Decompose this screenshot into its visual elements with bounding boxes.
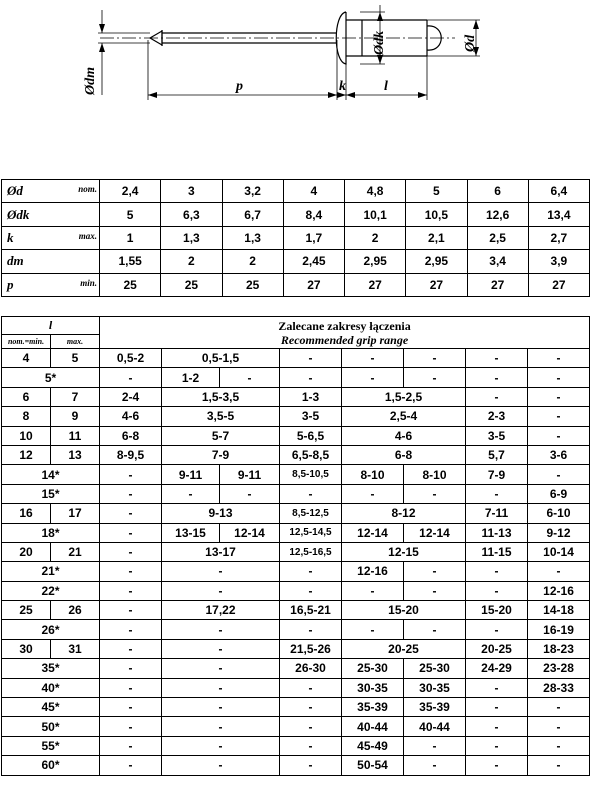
dims-param-qualifier: max.: [78, 230, 97, 241]
l-nom-cell: 25: [2, 601, 51, 620]
dims-param-cell: [2, 273, 100, 296]
dims-param-name: k: [7, 229, 14, 245]
grip-range-cell: -: [466, 678, 528, 697]
grip-range-cell: 23-28: [528, 659, 590, 678]
grip-range-cell: 35-39: [404, 698, 466, 717]
grip-range-cell: -: [528, 465, 590, 484]
grip-range-table-body: [2, 317, 590, 776]
grip-row: [2, 620, 590, 639]
grip-range-cell: -: [100, 601, 162, 620]
grip-row: [2, 445, 590, 464]
grip-row: [2, 659, 590, 678]
grip-range-cell: 12,5-16,5: [280, 542, 342, 561]
dims-value-cell: 1: [100, 226, 161, 249]
grip-range-cell: -: [528, 407, 590, 426]
l-single-cell: 40*: [2, 678, 100, 697]
grip-range-cell: -: [466, 387, 528, 406]
grip-range-cell: 3-5: [466, 426, 528, 445]
grip-range-cell: -: [528, 349, 590, 368]
grip-range-cell: -: [280, 581, 342, 600]
l-single-cell: 35*: [2, 659, 100, 678]
grip-row: [2, 523, 590, 542]
grip-range-cell: -: [466, 620, 528, 639]
grip-range-cell: -: [404, 562, 466, 581]
dims-value-cell: 3,4: [467, 250, 528, 273]
grip-range-cell: 17,22: [162, 601, 280, 620]
l-max-cell: 26: [51, 601, 100, 620]
grip-range-cell: 20-25: [466, 639, 528, 658]
grip-range-cell: -: [100, 523, 162, 542]
dims-value-cell: 10,1: [345, 203, 406, 226]
dims-value-cell: 2,4: [100, 180, 161, 203]
grip-range-cell: -: [528, 736, 590, 755]
grip-range-cell: 12-14: [220, 523, 280, 542]
l-single-cell: 45*: [2, 698, 100, 717]
grip-range-cell: 30-35: [404, 678, 466, 697]
grip-range-cell: 6,5-8,5: [280, 445, 342, 464]
grip-range-cell: 10-14: [528, 542, 590, 561]
grip-range-cell: -: [162, 581, 280, 600]
grip-range-cell: -: [466, 562, 528, 581]
grip-range-cell: -: [220, 484, 280, 503]
dims-value-cell: 25: [100, 273, 161, 296]
grip-range-cell: 1,5-2,5: [342, 387, 466, 406]
grip-range-cell: 12-14: [342, 523, 404, 542]
dims-value-cell: 3,9: [528, 250, 589, 273]
dims-param-name: Ød: [7, 183, 23, 199]
grip-range-cell: 0,5-1,5: [162, 349, 280, 368]
dims-value-cell: 4,8: [345, 180, 406, 203]
dims-value-cell: 1,3: [161, 226, 222, 249]
dims-value-cell: 2,95: [406, 250, 467, 273]
grip-range-cell: 11-13: [466, 523, 528, 542]
grip-range-cell: -: [100, 698, 162, 717]
grip-range-cell: -: [100, 562, 162, 581]
grip-range-cell: -: [162, 717, 280, 736]
grip-range-cell: 20-25: [342, 639, 466, 658]
grip-range-cell: 2-4: [100, 387, 162, 406]
dims-value-cell: 2,95: [345, 250, 406, 273]
grip-range-cell: 12-14: [404, 523, 466, 542]
l-single-cell: 60*: [2, 756, 100, 775]
dims-row: [2, 203, 590, 226]
dims-value-cell: 6,4: [528, 180, 589, 203]
grip-range-cell: 8,5-12,5: [280, 504, 342, 523]
label-l: l: [384, 79, 388, 94]
grip-range-cell: -: [528, 698, 590, 717]
grip-range-cell: 15-20: [342, 601, 466, 620]
grip-range-cell: 4-6: [342, 426, 466, 445]
grip-range-cell: -: [162, 620, 280, 639]
l-nom-cell: 16: [2, 504, 51, 523]
grip-row: [2, 562, 590, 581]
grip-range-cell: -: [100, 659, 162, 678]
dims-value-cell: 3,2: [222, 180, 283, 203]
grip-row: [2, 504, 590, 523]
grip-range-cell: 3,5-5: [162, 407, 280, 426]
grip-range-cell: 12-16: [528, 581, 590, 600]
grip-range-cell: 40-44: [342, 717, 404, 736]
grip-range-cell: 13-17: [162, 542, 280, 561]
grip-range-cell: 16-19: [528, 620, 590, 639]
grip-row: [2, 465, 590, 484]
grip-range-cell: -: [100, 639, 162, 658]
grip-range-cell: -: [404, 756, 466, 775]
dims-value-cell: 25: [161, 273, 222, 296]
grip-range-cell: -: [404, 620, 466, 639]
grip-row: [2, 368, 590, 387]
grip-row: [2, 601, 590, 620]
grip-range-cell: 5-6,5: [280, 426, 342, 445]
grip-range-cell: -: [280, 484, 342, 503]
grip-range-cell: -: [342, 620, 404, 639]
grip-row: [2, 387, 590, 406]
dims-param-cell: [2, 180, 100, 203]
grip-range-cell: 24-29: [466, 659, 528, 678]
grip-range-cell: 5,7: [466, 445, 528, 464]
grip-range-cell: 4-6: [100, 407, 162, 426]
grip-range-cell: -: [100, 465, 162, 484]
grip-range-cell: 2,5-4: [342, 407, 466, 426]
l-max-cell: 11: [51, 426, 100, 445]
l-max-cell: 17: [51, 504, 100, 523]
dims-value-cell: 2: [161, 250, 222, 273]
nom-min-header: nom.=min.: [2, 335, 51, 349]
grip-range-cell: 8-10: [404, 465, 466, 484]
dims-value-cell: 27: [406, 273, 467, 296]
label-k: k: [339, 79, 346, 94]
dims-value-cell: 5: [100, 203, 161, 226]
l-max-cell: 21: [51, 542, 100, 561]
grip-range-cell: 2-3: [466, 407, 528, 426]
grip-range-cell: -: [162, 756, 280, 775]
grip-range-cell: -: [466, 698, 528, 717]
grip-row: [2, 639, 590, 658]
grip-range-cell: 45-49: [342, 736, 404, 755]
grip-row: [2, 349, 590, 368]
grip-range-cell: -: [100, 368, 162, 387]
l-max-cell: 13: [51, 445, 100, 464]
grip-range-cell: 12,5-14,5: [280, 523, 342, 542]
dims-value-cell: 2,1: [406, 226, 467, 249]
grip-range-cell: -: [280, 368, 342, 387]
grip-range-cell: -: [280, 736, 342, 755]
grip-range-cell: -: [466, 717, 528, 736]
grip-range-cell: 7-9: [466, 465, 528, 484]
grip-range-cell: 6-10: [528, 504, 590, 523]
l-nom-cell: 6: [2, 387, 51, 406]
grip-range-cell: -: [162, 562, 280, 581]
grip-range-cell: -: [280, 562, 342, 581]
grip-range-cell: -: [280, 756, 342, 775]
grip-range-cell: 30-35: [342, 678, 404, 697]
dims-value-cell: 1,3: [222, 226, 283, 249]
grip-range-cell: -: [162, 639, 280, 658]
grip-range-cell: 8-12: [342, 504, 466, 523]
grip-range-cell: 18-23: [528, 639, 590, 658]
dims-value-cell: 2,7: [528, 226, 589, 249]
grip-row: [2, 678, 590, 697]
dims-value-cell: 27: [283, 273, 344, 296]
grip-range-cell: -: [280, 349, 342, 368]
l-single-cell: 14*: [2, 465, 100, 484]
grip-range-cell: -: [220, 368, 280, 387]
grip-range-cell: 1,5-3,5: [162, 387, 280, 406]
dims-value-cell: 6,7: [222, 203, 283, 226]
grip-range-cell: 12-15: [342, 542, 466, 561]
grip-range-cell: 7-9: [162, 445, 280, 464]
grip-range-cell: 16,5-21: [280, 601, 342, 620]
grip-range-cell: -: [528, 368, 590, 387]
grip-range-cell: 1-3: [280, 387, 342, 406]
grip-range-cell: 35-39: [342, 698, 404, 717]
grip-range-cell: 11-15: [466, 542, 528, 561]
l-nom-cell: 10: [2, 426, 51, 445]
grip-range-cell: -: [100, 542, 162, 561]
dims-row: [2, 226, 590, 249]
l-single-cell: 26*: [2, 620, 100, 639]
grip-range-cell: 8,5-10,5: [280, 465, 342, 484]
grip-range-cell: 13-15: [162, 523, 220, 542]
dims-value-cell: 6: [467, 180, 528, 203]
l-single-cell: 55*: [2, 736, 100, 755]
l-nom-cell: 8: [2, 407, 51, 426]
label-dk: Ødk: [372, 30, 387, 55]
grip-range-cell: 3-5: [280, 407, 342, 426]
dims-value-cell: 13,4: [528, 203, 589, 226]
grip-range-cell: -: [466, 484, 528, 503]
l-nom-cell: 12: [2, 445, 51, 464]
grip-range-cell: -: [466, 756, 528, 775]
grip-range-cell: 9-11: [220, 465, 280, 484]
grip-title-pl: Zalecane zakresy łączenia: [278, 318, 411, 333]
dims-value-cell: 8,4: [283, 203, 344, 226]
label-dm: Ødm: [83, 67, 98, 95]
label-d: Ød: [463, 34, 478, 52]
grip-range-cell: -: [280, 678, 342, 697]
grip-range-cell: -: [280, 717, 342, 736]
l-nom-cell: 30: [2, 639, 51, 658]
grip-range-table: [1, 316, 590, 776]
l-single-cell: 15*: [2, 484, 100, 503]
l-max-cell: 31: [51, 639, 100, 658]
grip-range-cell: 12-16: [342, 562, 404, 581]
dims-value-cell: 3: [161, 180, 222, 203]
grip-range-cell: -: [162, 484, 220, 503]
grip-range-cell: -: [528, 426, 590, 445]
grip-range-cell: 6-8: [100, 426, 162, 445]
grip-row: [2, 698, 590, 717]
grip-range-cell: 5-7: [162, 426, 280, 445]
grip-row: [2, 736, 590, 755]
grip-range-cell: 26-30: [280, 659, 342, 678]
grip-range-cell: -: [342, 349, 404, 368]
dims-value-cell: 10,5: [406, 203, 467, 226]
grip-range-cell: 6-8: [342, 445, 466, 464]
dims-value-cell: 25: [222, 273, 283, 296]
grip-range-cell: -: [162, 678, 280, 697]
grip-range-cell: -: [100, 717, 162, 736]
grip-row: [2, 426, 590, 445]
dims-value-cell: 27: [528, 273, 589, 296]
grip-range-cell: -: [162, 698, 280, 717]
label-p: p: [236, 79, 243, 94]
grip-range-cell: 3-6: [528, 445, 590, 464]
grip-row: [2, 717, 590, 736]
grip-range-cell: -: [466, 736, 528, 755]
grip-range-cell: -: [342, 581, 404, 600]
dims-value-cell: 4: [283, 180, 344, 203]
dims-row: [2, 180, 590, 203]
dims-row: [2, 273, 590, 296]
grip-range-cell: 9-12: [528, 523, 590, 542]
grip-range-cell: -: [100, 620, 162, 639]
grip-range-cell: 8-10: [342, 465, 404, 484]
dims-param-name: p: [7, 276, 14, 292]
dims-param-cell: [2, 226, 100, 249]
grip-range-cell: -: [528, 562, 590, 581]
dims-value-cell: 2: [345, 226, 406, 249]
grip-range-cell: 21,5-26: [280, 639, 342, 658]
grip-range-cell: 6-9: [528, 484, 590, 503]
l-max-cell: 9: [51, 407, 100, 426]
rivet-drawing: [0, 0, 590, 175]
l-single-cell: 21*: [2, 562, 100, 581]
grip-range-cell: -: [466, 349, 528, 368]
grip-range-cell: 9-11: [162, 465, 220, 484]
dims-param-name: Ødk: [7, 206, 30, 222]
grip-range-cell: -: [162, 659, 280, 678]
grip-range-cell: 9-13: [162, 504, 280, 523]
grip-range-cell: 7-11: [466, 504, 528, 523]
grip-range-cell: -: [100, 581, 162, 600]
grip-range-cell: -: [342, 368, 404, 387]
grip-range-cell: 1-2: [162, 368, 220, 387]
dims-value-cell: 6,3: [161, 203, 222, 226]
grip-range-cell: 25-30: [404, 659, 466, 678]
grip-range-cell: -: [100, 756, 162, 775]
grip-title: [100, 317, 590, 349]
l-nom-cell: 20: [2, 542, 51, 561]
grip-title-en: Recommended grip range: [280, 332, 409, 347]
grip-range-cell: -: [162, 736, 280, 755]
max-header: max.: [51, 335, 100, 349]
grip-range-cell: 15-20: [466, 601, 528, 620]
grip-range-cell: 25-30: [342, 659, 404, 678]
dims-value-cell: 1,7: [283, 226, 344, 249]
grip-row: [2, 756, 590, 775]
grip-range-cell: 50-54: [342, 756, 404, 775]
grip-range-cell: -: [404, 484, 466, 503]
dims-value-cell: 27: [467, 273, 528, 296]
dims-param-qualifier: min.: [80, 277, 97, 288]
grip-range-cell: -: [528, 717, 590, 736]
dims-value-cell: 27: [345, 273, 406, 296]
rivet-drawing-svg: [0, 0, 590, 175]
dims-value-cell: 5: [406, 180, 467, 203]
dims-param-qualifier: nom.: [78, 184, 97, 195]
grip-range-cell: -: [466, 368, 528, 387]
grip-row: [2, 581, 590, 600]
l-max-cell: 5: [51, 349, 100, 368]
grip-range-cell: -: [528, 387, 590, 406]
l-nom-cell: 4: [2, 349, 51, 368]
grip-range-cell: -: [280, 620, 342, 639]
l-max-cell: 7: [51, 387, 100, 406]
grip-range-cell: -: [404, 581, 466, 600]
dims-value-cell: 2,5: [467, 226, 528, 249]
dims-value-cell: 12,6: [467, 203, 528, 226]
dims-param-cell: [2, 250, 100, 273]
grip-range-cell: -: [342, 484, 404, 503]
grip-range-cell: 40-44: [404, 717, 466, 736]
grip-range-cell: -: [100, 678, 162, 697]
dimensions-table-body: [2, 180, 590, 297]
grip-range-cell: -: [466, 581, 528, 600]
grip-range-cell: -: [528, 756, 590, 775]
grip-range-cell: 28-33: [528, 678, 590, 697]
dims-value-cell: 1,55: [100, 250, 161, 273]
dimensions-table: [1, 179, 590, 297]
l-single-cell: 22*: [2, 581, 100, 600]
grip-range-cell: -: [100, 484, 162, 503]
l-single-cell: 50*: [2, 717, 100, 736]
grip-range-cell: 14-18: [528, 601, 590, 620]
dims-param-name: dm: [7, 253, 24, 269]
grip-range-cell: -: [404, 368, 466, 387]
grip-range-cell: -: [280, 698, 342, 717]
grip-row: [2, 484, 590, 503]
dims-value-cell: 2: [222, 250, 283, 273]
l-single-cell: 18*: [2, 523, 100, 542]
l-header: l: [2, 317, 100, 335]
grip-range-cell: 8-9,5: [100, 445, 162, 464]
dims-row: [2, 250, 590, 273]
grip-range-cell: -: [404, 349, 466, 368]
grip-row: [2, 407, 590, 426]
grip-range-cell: -: [404, 736, 466, 755]
grip-range-cell: -: [100, 504, 162, 523]
grip-range-cell: -: [100, 736, 162, 755]
dims-param-cell: [2, 203, 100, 226]
l-single-cell: 5*: [2, 368, 100, 387]
grip-row: [2, 542, 590, 561]
grip-range-cell: 0,5-2: [100, 349, 162, 368]
dims-value-cell: 2,45: [283, 250, 344, 273]
